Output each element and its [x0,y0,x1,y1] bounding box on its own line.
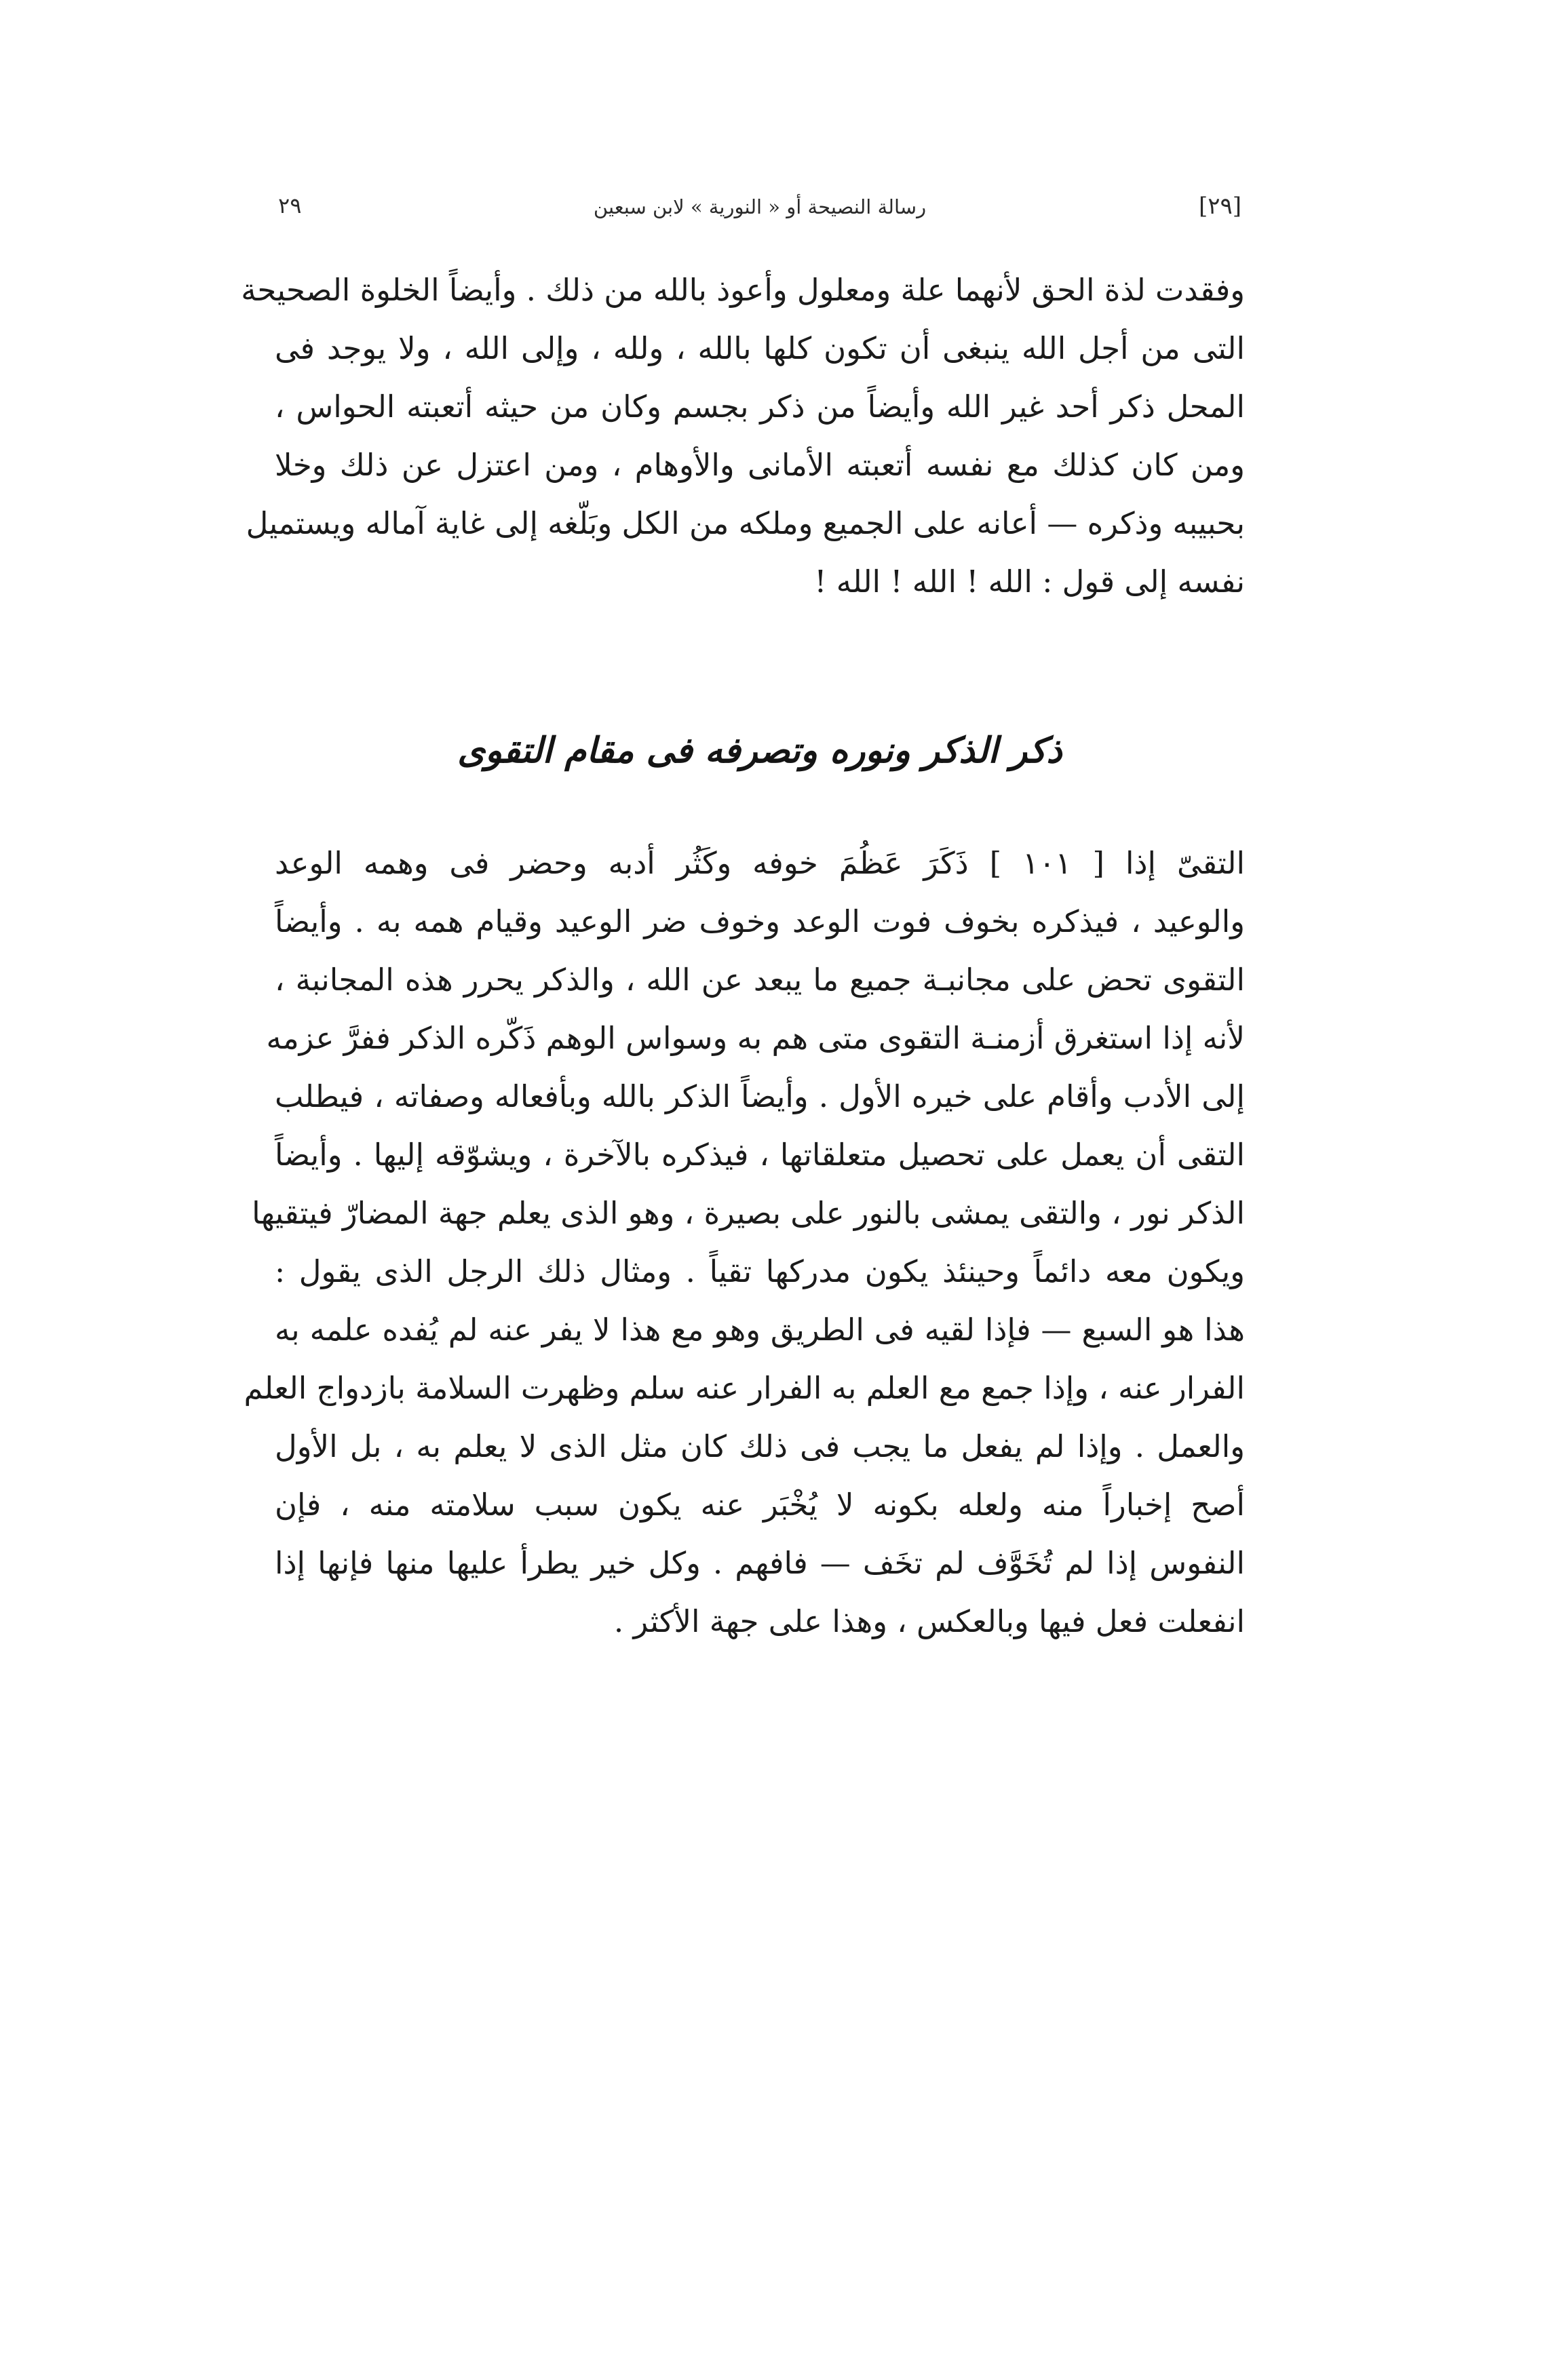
text-line: بحبيبه وذكره — أعانه على الجميع وملكه من الكل وبَلّغه إلى غاية آماله ويستميل [246,505,1245,541]
text-line: ومن كان كذلك مع نفسه أتعبته الأمانى والأوهام ، ومن اعتزل عن ذلك وخلا [275,447,1245,483]
text-line: التقىّ إذا [ ١٠١ ] ذَكَرَ عَظُمَ خوفه وكَثُر أدبه وحضر فى وهمه الوعد [275,845,1246,881]
text-line: التى من أجل الله ينبغى أن تكون كلها بالله ، ولله ، وإلى الله ، ولا يوجد فى [275,330,1245,366]
page-number: ٢٩ [278,193,302,218]
section-heading: ذكر الذكر ونوره وتصرفه فى مقام التقوى [457,730,1062,771]
text-line: إلى الأدب وأقام على خيره الأول . وأيضاً الذكر بالله وبأفعاله وصفاته ، فيطلب [275,1078,1245,1114]
text-line: نفسه إلى قول : الله ! الله ! الله ! [814,564,1245,600]
text-line: والوعيد ، فيذكره بخوف فوت الوعد وخوف ضر الوعيد وقيام همه به . وأيضاً [275,903,1245,939]
paragraph-continuation [241,261,1245,611]
text-line: وفقدت لذة الحق لأنهما علة ومعلول وأعوذ بالله من ذلك . وأيضاً الخلوة الصحيحة [241,272,1245,308]
text-line: هذا هو السبع — فإذا لقيه فى الطريق وهو مع هذا لا يفر عنه لم يُفده علمه به [275,1312,1245,1348]
text-line: التقوى تحض على مجانبـة جميع ما يبعد عن الله ، والذكر يحرر هذه المجانبة ، [275,962,1245,998]
text-line: ويكون معه دائماً وحينئذ يكون مدركها تقياً . ومثال ذلك الرجل الذى يقول : [275,1253,1245,1289]
running-header [278,189,1241,229]
text-line: الفرار عنه ، وإذا جمع مع العلم به الفرار عنه سلم وظهرت السلامة بازدواج العلم [244,1370,1245,1406]
text-line: انفعلت فعل فيها وبالعكس ، وهذا على جهة الأكثر . [613,1603,1245,1639]
page-number-bracketed: [٢٩] [1198,193,1241,220]
text-line: الذكر نور ، والتقى يمشى بالنور على بصيرة ، وهو الذى يعلم جهة المضارّ فيتقيها [252,1195,1245,1231]
text-line: النفوس إذا لم تُخَوَّف لم تخَف — فافهم . وكل خير يطرأ عليها منها فإنها إذا [275,1545,1245,1581]
text-line: التقى أن يعمل على تحصيل متعلقاتها ، فيذكره بالآخرة ، ويشوّقه إليها . وأيضاً [275,1137,1245,1173]
paragraph-body [244,834,1246,1651]
text-line: المحل ذكر أحد غير الله وأيضاً من ذكر بجسم وكان من حيثه أتعبته الحواس ، [275,389,1245,425]
text-line: والعمل . وإذا لم يفعل ما يجب فى ذلك كان مثل الذى لا يعلم به ، بل الأول [275,1428,1245,1464]
text-line: أصح إخباراً منه ولعله بكونه لا يُخْبَر عنه يكون سبب سلامته منه ، فإن [275,1487,1245,1523]
text-line: لأنه إذا استغرق أزمنـة التقوى متى هم به وسواس الوهم ذَكّره الذكر ففرَّ عزمه [266,1020,1245,1056]
running-title: رسالة النصيحة أو « النورية » لابن سبعين [593,195,927,218]
